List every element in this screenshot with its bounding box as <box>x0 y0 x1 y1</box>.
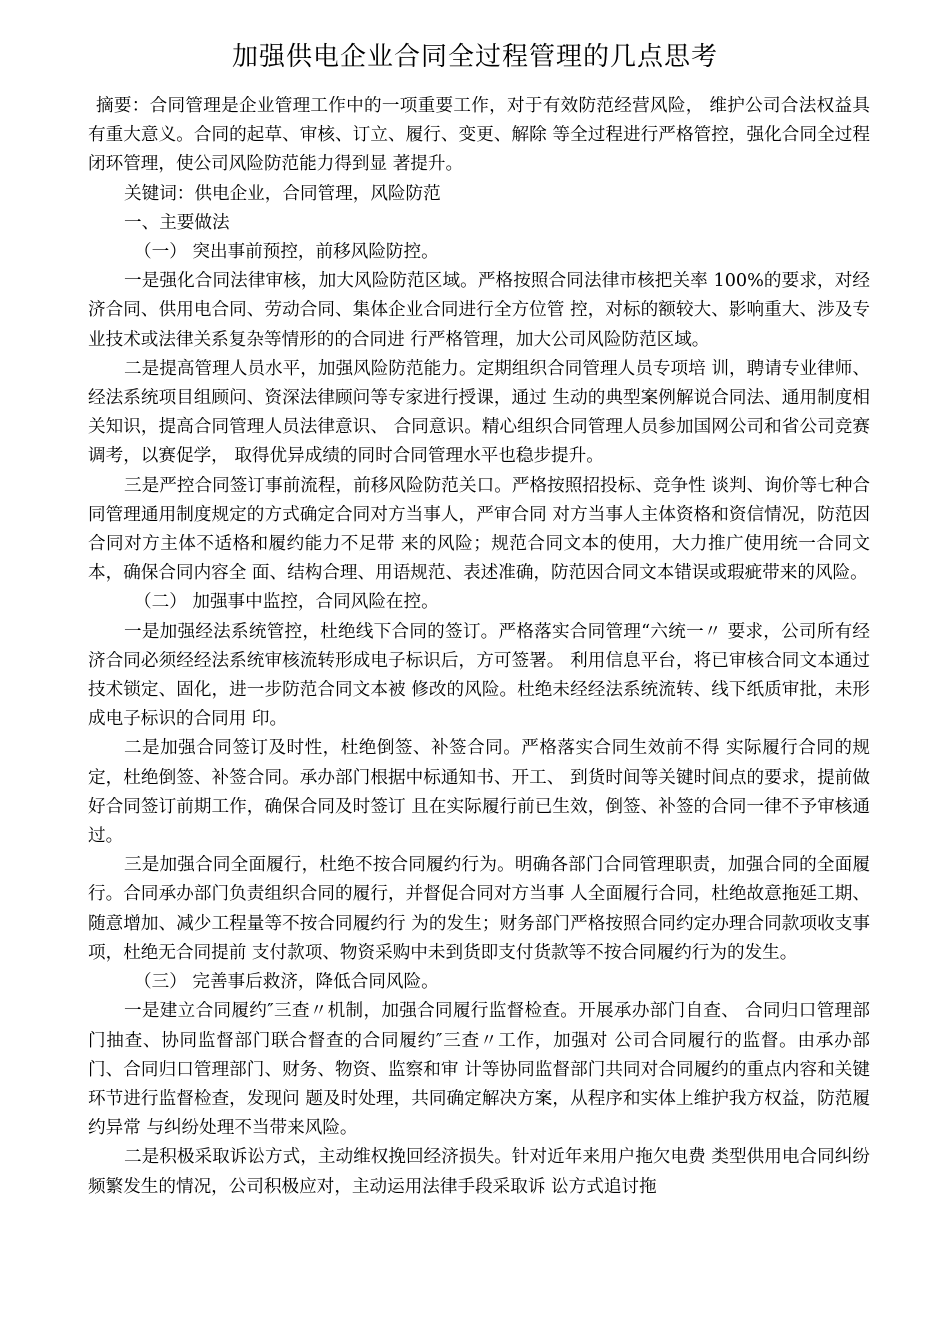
body-paragraph: 二是积极采取诉讼方式，主动维权挽回经济损失。针对近年来用户拖欠电费 类型供用电合同纠纷频繁发生的情况，公司积极应对，主动运用法律手段采取诉 讼方式追讨拖 <box>88 1147 870 1197</box>
document-body <box>88 92 870 1202</box>
body-paragraph: 三是严控合同签订事前流程，前移风险防范关口。严格按照招投标、竞争性 谈判、询价等七种合同管理通用制度规定的方式确定合同对方当事人，严审合同 对方当事人主体资格和资信情况，防范因合同对方主体不适格和履约能力不足带 来的风险；规范合同文本的使用，大力推广使用统一合同文本，确保合同内容全 面、结构合理、用语规范、表述准确，防范因合同文本错误或瑕疵带来的风险。 <box>88 475 870 584</box>
body-paragraph: 一是加强经法系统管控，杜绝线下合同的签订。严格落实合同管理“六统一〃 要求，公司所有经济合同必须经经法系统审核流转形成电子标识后，方可签署。 利用信息平台，将已审核合同文本通过技术锁定、固化，进一步防范合同文本被 修改的风险。杜绝未经经法系统流转、线下纸质审批，未形成电子标识的合同用 印。 <box>88 621 870 730</box>
body-paragraph: 二是提高管理人员水平，加强风险防范能力。定期组织合同管理人员专项培 训，聘请专业律师、经法系统项目组顾问、资深法律顾问等专家进行授课，通过 生动的典型案例解说合同法、通用制度相关知识，提高合同管理人员法律意识、 合同意识。精心组织合同管理人员参加国网公司和省公司竞赛调考，以赛促学， 取得优异成绩的同时合同管理水平也稳步提升。 <box>88 358 870 467</box>
body-paragraph: 一是强化合同法律审核，加大风险防范区域。严格按照合同法律市核把关率 100%的要求，对经济合同、供用电合同、劳动合同、集体企业合同进行全方位管 控，对标的额较大、影响重大、涉及专业技术或法律关系复杂等情形的的合同进 行严格管理，加大公司风险防范区域。 <box>88 271 870 350</box>
document-title: 加强供电企业合同全过程管理的几点思考 <box>231 42 718 72</box>
subsection-heading-2: （二） 加强事中监控，合同风险在控。 <box>134 592 439 613</box>
body-paragraph: 三是加强合同全面履行，杜绝不按合同履约行为。明确各部门合同管理职责，加强合同的全面履行。合同承办部门负责组织合同的履行，并督促合同对方当事 人全面履行合同，杜绝故意拖延工期、随意增加、减少工程量等不按合同履约行 为的发生；财务部门严格按照合同约定办理合同款项收支事项，杜绝无合同提前 支付款项、物资采购中未到货即支付货款等不按合同履约行为的发生。 <box>88 855 870 963</box>
subsection-heading-3: （三） 完善事后救济，降低合同风险。 <box>134 972 439 993</box>
abstract-paragraph: 摘要：合同管理是企业管理工作中的一项重要工作，对于有效防范经营风险， 维护公司合法权益具有重大意义。合同的起草、审核、订立、履行、变更、解除 等全过程进行严格管控，强化合同全过程闭环管理，使公司风险防范能力得到显 著提升。 <box>88 96 870 175</box>
subsection-heading-1: （一） 突出事前预控，前移风险防控。 <box>134 242 439 263</box>
section-heading-1: 一、主要做法 <box>124 212 230 233</box>
body-paragraph: 二是加强合同签订及时性，杜绝倒签、补签合同。严格落实合同生效前不得 实际履行合同的规定，杜绝倒签、补签合同。承办部门根据中标通知书、开工、 到货时间等关键时间点的要求，提前做好合同签订前期工作，确保合同及时签订 且在实际履行前已生效，倒签、补签的合同一律不予审核通过。 <box>88 738 870 847</box>
body-paragraph: 一是建立合同履约″三查〃机制，加强合同履行监督检查。开展承办部门自查、 合同归口管理部门抽查、协同监督部门联合督查的合同履约″三查〃工作，加强对 公司合同履行的监督。由承办部门、合同归口管理部门、财务、物资、监察和审 计等协同监督部门共同对合同履约的重点内容和关键环节进行监督检查，发现问 题及时处理，共同确定解决方案，从程序和实体上维护我方权益，防范履约异常 与纠纷处理不当带来风险。 <box>88 1001 870 1139</box>
keywords-line: 关键词：供电企业，合同管理，风险防范 <box>124 183 441 204</box>
